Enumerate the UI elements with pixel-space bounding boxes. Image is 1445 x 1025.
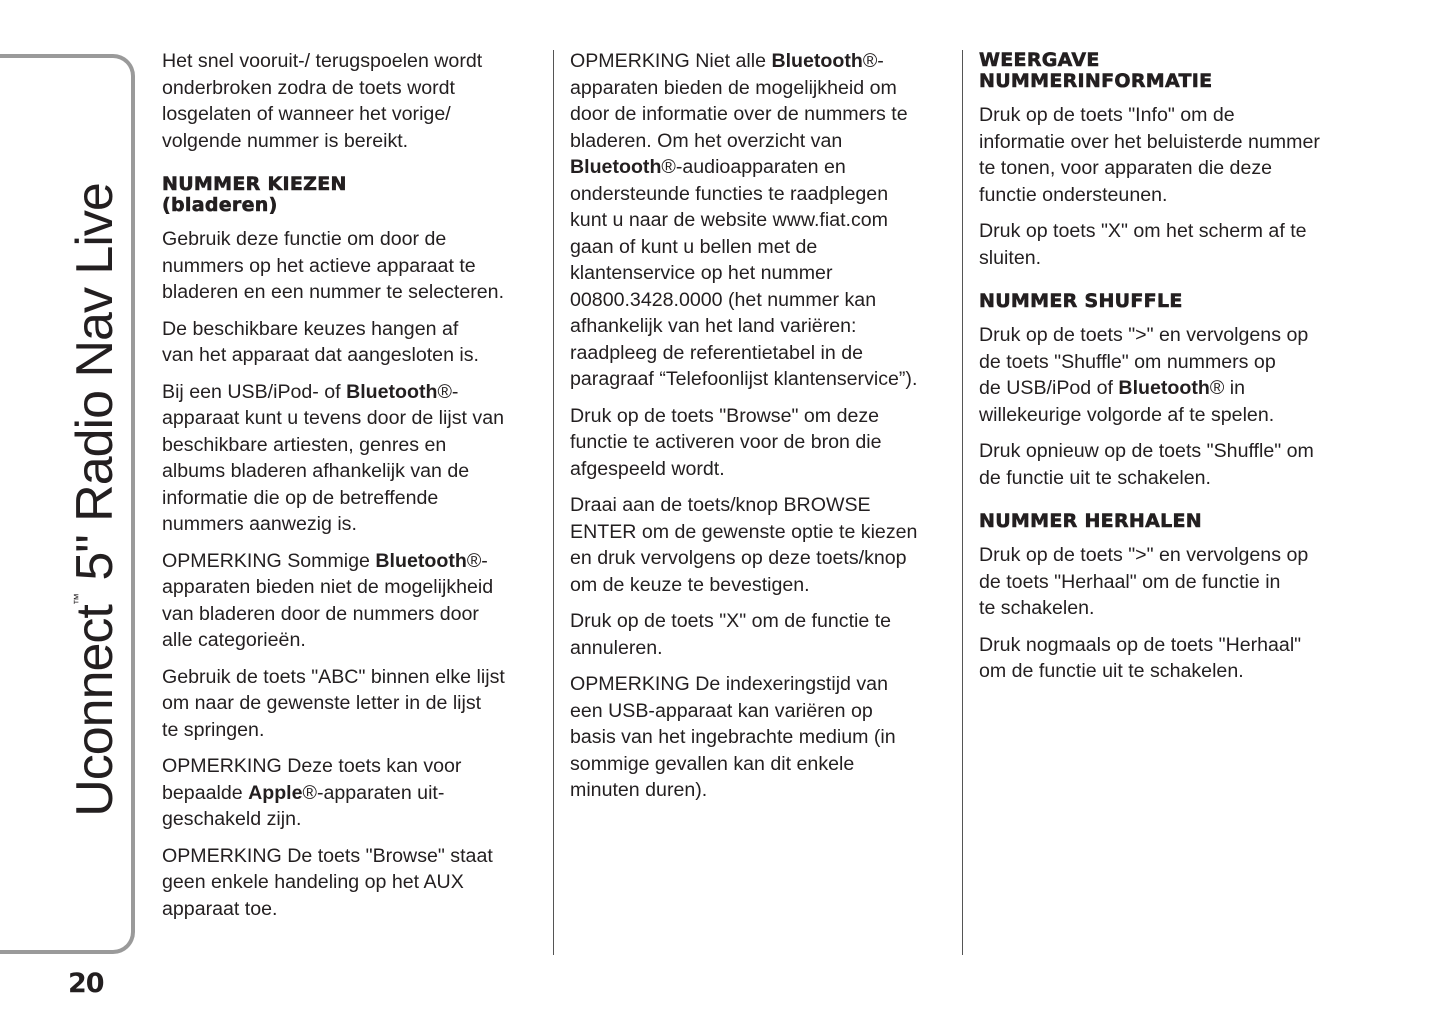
paragraph: [979, 218, 1369, 271]
bold-term: Bluetooth: [771, 50, 863, 72]
paragraph: [570, 608, 950, 661]
text-segment: Gebruik de toets "ABC" binnen elke lijst om naar de gewenste letter in de lijst te springen.: [162, 665, 505, 741]
paragraph: [979, 322, 1369, 428]
bold-term: Bluetooth: [346, 380, 438, 403]
bold-term: Bluetooth: [1118, 377, 1210, 399]
paragraph: [162, 753, 542, 833]
paragraph: [570, 671, 950, 804]
column-2: [570, 48, 950, 814]
bold-term: Apple: [248, 781, 303, 804]
text-segment: ®- apparaat kunt u tevens door de lijst van beschikbare artiesten, genres en albums bladeren afhankelijk van de informatie die op de betreffende nummers aanwezig is.: [162, 380, 505, 535]
paragraph: [570, 403, 950, 483]
text-segment: Druk opnieuw op de toets "Shuffle" om de functie uit te schakelen.: [979, 440, 1314, 489]
text-segment: De beschikbare keuzes hangen af van het apparaat dat aangesloten is.: [162, 317, 480, 366]
text-segment: Druk op de toets "Info" om de informatie over het beluisterde nummer te tonen, voor apparaten die deze functie ondersteunen.: [979, 104, 1320, 206]
section-heading: NUMMER SHUFFLE: [979, 290, 1183, 312]
trademark-mark: ™: [71, 594, 85, 606]
text-segment: Druk op de toets "X" om de functie te annuleren.: [570, 610, 892, 659]
text-segment: OPMERKING De toets "Browse" staat geen enkele handeling op het AUX apparaat toe.: [162, 844, 493, 920]
text-segment: Het snel vooruit-/ terugspoelen wordt onderbroken zodra de toets wordt losgelaten of wanneer het vorige/ volgende nummer is bereikt.: [162, 50, 483, 152]
text-segment: ®- apparaten bieden niet de mogelijkheid van bladeren door de nummers door alle categorieën.: [162, 549, 494, 651]
column-divider: [553, 50, 554, 955]
paragraph: [570, 48, 950, 393]
text-segment: OPMERKING De indexeringstijd van een USB-apparaat kan variëren op basis van het ingebrachte medium (in sommige gevallen kan dit enkele minuten duren).: [570, 673, 896, 801]
paragraph: [979, 632, 1369, 685]
paragraph: [162, 226, 542, 306]
text-segment: Gebruik deze functie om door de nummers op het actieve apparaat te bladeren en een nummer te selecteren.: [162, 228, 505, 303]
chapter-title: [65, 183, 125, 817]
text-segment: ®- apparaten bieden de mogelijkheid om door de informatie over de nummers te bladeren. Om het overzicht van: [570, 50, 908, 152]
section-heading: NUMMER KIEZEN (bladeren): [162, 173, 347, 216]
page-number: 20: [68, 968, 104, 999]
paragraph: [979, 102, 1369, 208]
chapter-title-rest: 5" Radio Nav Live: [66, 183, 124, 595]
text-segment: OPMERKING Niet alle: [570, 50, 772, 72]
text-segment: Druk op de toets ">" en vervolgens op de toets "Herhaal" om de functie in te schakelen.: [979, 544, 1309, 619]
bold-term: Bluetooth: [375, 549, 467, 572]
text-segment: Bij een USB/iPod- of: [162, 380, 347, 403]
section-heading: WEERGAVE NUMMERINFORMATIE: [979, 49, 1213, 92]
text-segment: ®-apparaten uit- geschakeld zijn.: [162, 781, 445, 830]
paragraph: [162, 843, 542, 923]
text-segment: ® in willekeurige volgorde af te spelen.: [979, 377, 1275, 426]
text-segment: OPMERKING Deze toets kan voor bepaalde: [162, 755, 462, 804]
column-3: [979, 48, 1369, 695]
text-segment: ®-audioapparaten en ondersteunde functies te raadplegen kunt u naar de website www.fiat.com gaan of kunt u bellen met de klantenservice op het nummer 00800.3428.0000 (het nummer kan afhankelijk van het land variëren: raadpleeg de referentietabel in de paragraaf “Telefoonlijst klantenservice”).: [570, 156, 918, 390]
paragraph: [162, 664, 542, 744]
text-segment: Druk op de toets "Browse" om deze functie te activeren voor de bron die afgespeeld wordt.: [570, 404, 882, 480]
paragraph: [162, 316, 542, 369]
text-segment: OPMERKING Sommige: [162, 549, 376, 572]
text-segment: Druk op de toets ">" en vervolgens op de toets "Shuffle" om nummers op de USB/iPod of: [979, 324, 1309, 399]
paragraph: [570, 492, 950, 598]
chapter-title-brand: Uconnect: [66, 605, 124, 817]
bold-term: Bluetooth: [570, 156, 662, 178]
column-1: [162, 48, 542, 932]
paragraph: [162, 548, 542, 654]
text-segment: Druk op toets "X" om het scherm af te sluiten.: [979, 220, 1307, 269]
paragraph: [979, 438, 1369, 491]
section-heading: NUMMER HERHALEN: [979, 510, 1202, 532]
paragraph: [162, 48, 542, 154]
text-segment: Druk nogmaals op de toets "Herhaal" om de functie uit te schakelen.: [979, 633, 1302, 682]
column-divider: [962, 50, 963, 955]
text-segment: Draai aan de toets/knop BROWSE ENTER om de gewenste optie te kiezen en druk vervolgens op deze toets/knop om de keuze te bevestigen.: [570, 494, 918, 596]
paragraph: [979, 542, 1369, 622]
paragraph: [162, 379, 542, 538]
